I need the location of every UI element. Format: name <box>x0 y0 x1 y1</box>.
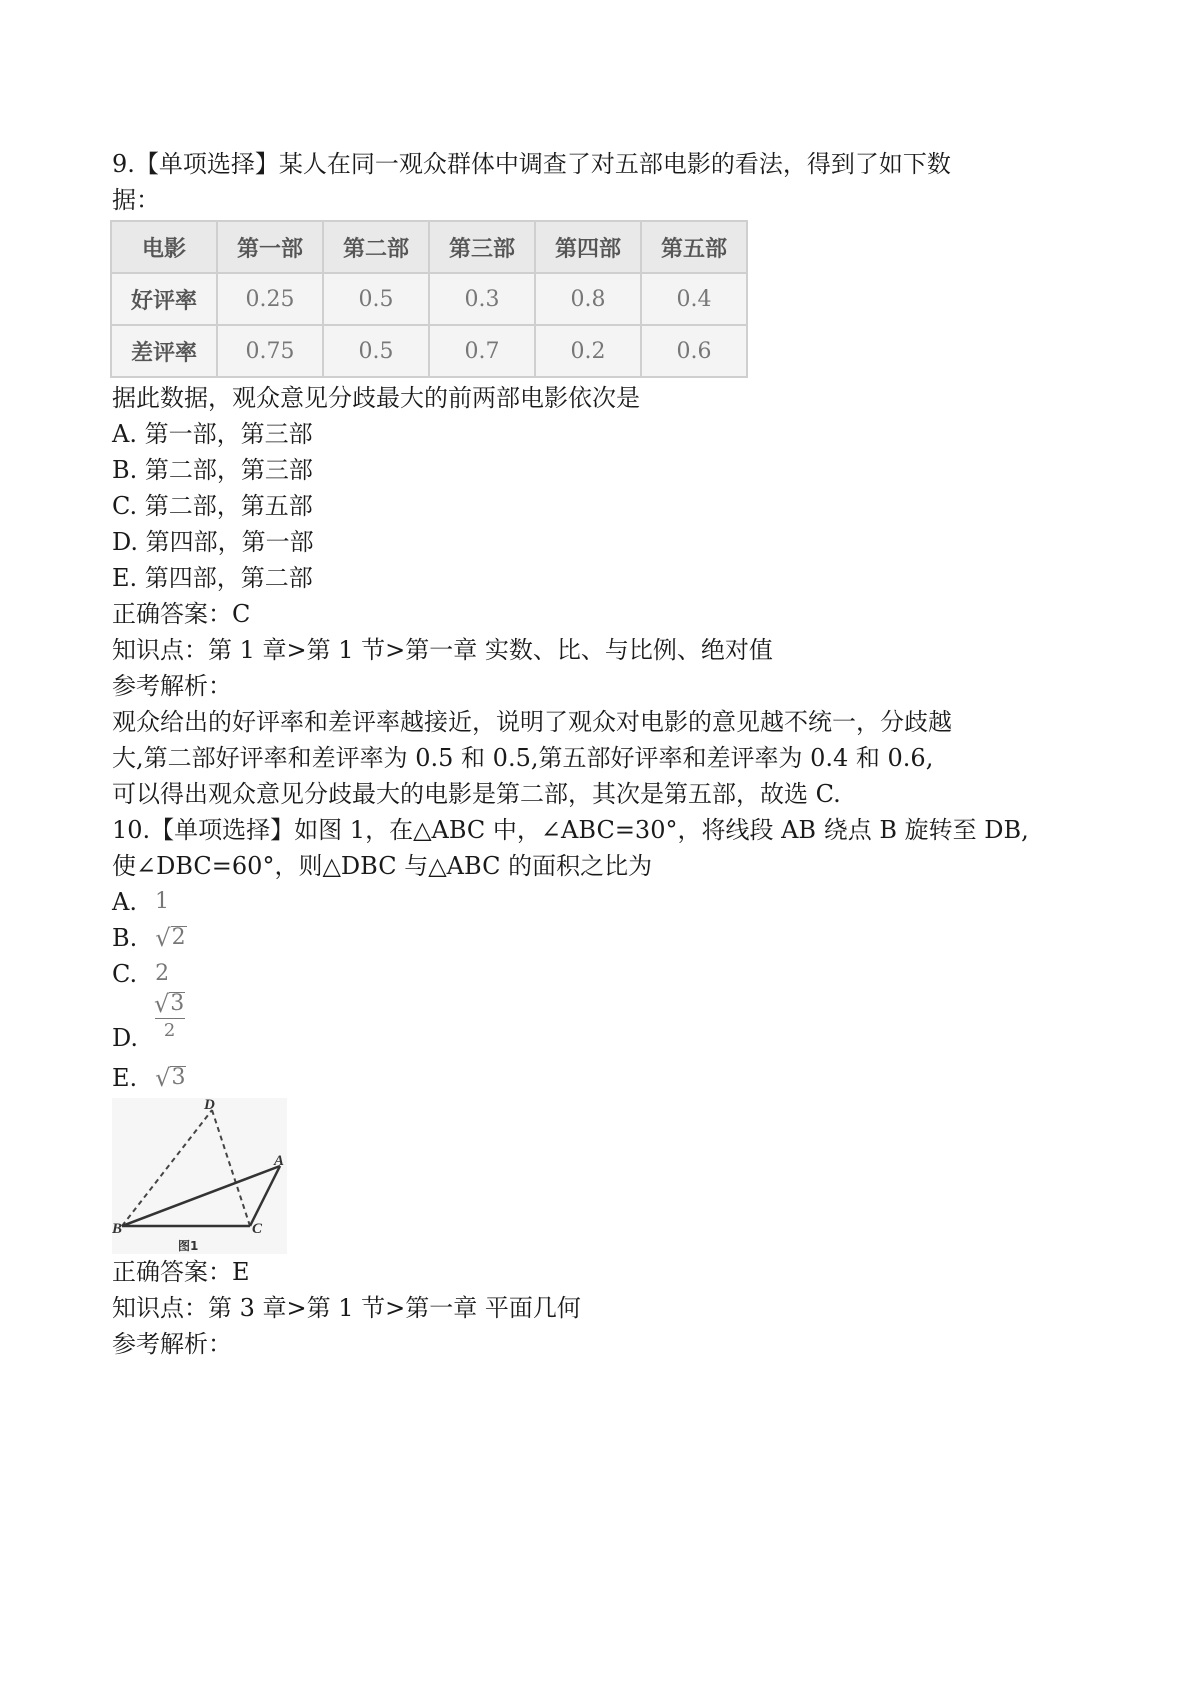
q9-answer: 正确答案：C <box>112 600 251 628</box>
table-cell: 0.75 <box>217 325 323 377</box>
q9-analysis-title: 参考解析： <box>112 672 232 700</box>
radical-sign: √ <box>155 1064 171 1092</box>
q9-option-d: D. 第四部，第一部 <box>112 528 314 556</box>
label-a: A <box>274 1153 285 1169</box>
fraction-bar <box>155 1018 185 1019</box>
radical-sign: √ <box>155 924 171 952</box>
radicand: 3 <box>170 991 185 1016</box>
table-cell: 0.25 <box>217 273 323 325</box>
q9-option-a: A. 第一部，第三部 <box>112 420 313 448</box>
q10-option-c <box>112 956 1102 992</box>
q9-stem-line2: 据： <box>112 186 160 214</box>
table-cell: 0.6 <box>641 325 747 377</box>
q10-answer: 正确答案：E <box>112 1258 250 1286</box>
table-row <box>111 325 747 377</box>
fraction-expression <box>154 992 185 1041</box>
sqrt-expression <box>155 926 186 950</box>
table-header-cell: 电影 <box>111 221 217 273</box>
label-c: C <box>252 1221 263 1237</box>
segment-dc <box>212 1110 250 1226</box>
option-value: 1 <box>154 889 169 914</box>
q10-stem-line1: 10.【单项选择】如图 1，在△ABC 中，∠ABC=30°，将线段 AB 绕点 B 旋转至 DB, <box>112 816 1029 844</box>
table-row-label: 差评率 <box>111 325 217 377</box>
sqrt-expression <box>155 1066 186 1090</box>
q10-option-a <box>112 884 1102 920</box>
q9-knowledge: 知识点：第 1 章>第 1 节>第一章 实数、比、与比例、绝对值 <box>112 636 773 664</box>
table-header-cell: 第三部 <box>429 221 535 273</box>
q9-stem-line1: 9.【单项选择】某人在同一观众群体中调查了对五部电影的看法，得到了如下数 <box>112 150 951 178</box>
table-cell: 0.7 <box>429 325 535 377</box>
q9-analysis-line2: 大,第二部好评率和差评率为 0.5 和 0.5,第五部好评率和差评率为 0.4 和 0.6, <box>112 744 934 772</box>
radical-sign: √ <box>154 990 170 1018</box>
table-header-cell: 第五部 <box>641 221 747 273</box>
table-cell: 0.3 <box>429 273 535 325</box>
table-row <box>111 273 747 325</box>
option-label: C. <box>112 960 138 988</box>
radicand: 2 <box>171 925 186 950</box>
table-cell: 0.2 <box>535 325 641 377</box>
triangle-figure <box>112 1098 287 1254</box>
option-label: D. <box>112 1024 139 1052</box>
table-cell: 0.5 <box>323 325 429 377</box>
table-cell: 0.4 <box>641 273 747 325</box>
q9-analysis-line1: 观众给出的好评率和差评率越接近，说明了观众对电影的意见越不统一，分歧越 <box>112 708 952 736</box>
q10-knowledge: 知识点：第 3 章>第 1 节>第一章 平面几何 <box>112 1294 581 1322</box>
table-header-cell: 第二部 <box>323 221 429 273</box>
q10-option-e <box>112 1060 1102 1096</box>
denominator: 2 <box>163 1020 176 1041</box>
label-d: D <box>204 1098 215 1113</box>
option-label: E. <box>112 1064 138 1092</box>
q10-analysis-title: 参考解析： <box>112 1330 232 1358</box>
option-label: B. <box>112 924 138 952</box>
sqrt-expression <box>154 992 185 1016</box>
table-cell: 0.8 <box>535 273 641 325</box>
table-cell: 0.5 <box>323 273 429 325</box>
table-row-label: 好评率 <box>111 273 217 325</box>
table-header-cell: 第一部 <box>217 221 323 273</box>
option-label: A. <box>112 888 137 916</box>
q9-option-c: C. 第二部，第五部 <box>112 492 313 520</box>
label-b: B <box>112 1221 123 1237</box>
table-header-row <box>111 221 747 273</box>
q9-option-b: B. 第二部，第三部 <box>112 456 313 484</box>
q10-option-b <box>112 920 1102 956</box>
q10-option-d <box>112 992 1102 1060</box>
document-page <box>112 146 1102 1362</box>
option-value: 2 <box>155 961 170 986</box>
figure-caption: 图1 <box>178 1239 199 1253</box>
q9-analysis-line3: 可以得出观众意见分歧最大的电影是第二部，其次是第五部，故选 C. <box>112 780 841 808</box>
table-header-cell: 第四部 <box>535 221 641 273</box>
q10-stem-line2: 使∠DBC=60°，则△DBC 与△ABC 的面积之比为 <box>112 852 653 880</box>
q9-data-table <box>110 220 748 378</box>
radicand: 3 <box>171 1065 186 1090</box>
q9-option-e: E. 第四部，第二部 <box>112 564 313 592</box>
triangle-diagram <box>112 1098 287 1254</box>
q9-question: 据此数据，观众意见分歧最大的前两部电影依次是 <box>112 384 640 412</box>
